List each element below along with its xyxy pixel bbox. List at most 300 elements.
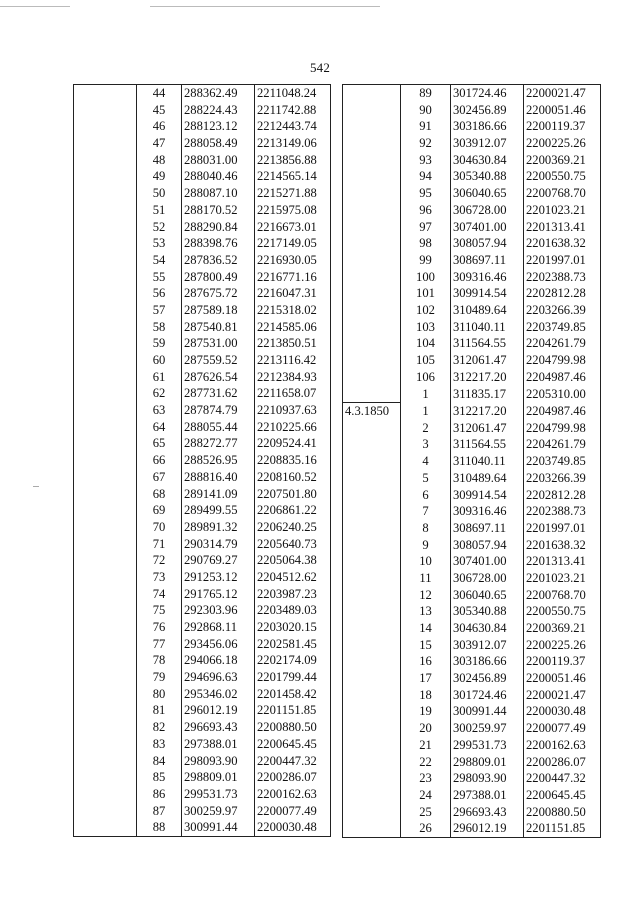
section-cell: [343, 737, 401, 754]
point-number-cell: 46: [137, 118, 182, 135]
point-number-cell: 71: [137, 536, 182, 553]
y-coordinate-cell: 2203489.03: [255, 602, 331, 619]
x-coordinate-cell: 288526.95: [182, 452, 255, 469]
section-cell: [74, 719, 137, 736]
point-number-cell: 65: [137, 435, 182, 452]
table-row: [74, 335, 331, 352]
table-row: [74, 219, 331, 236]
table-row: [343, 269, 601, 286]
y-coordinate-cell: 2200077.49: [255, 803, 331, 820]
x-coordinate-cell: 305340.88: [451, 603, 524, 620]
point-number-cell: 96: [401, 202, 451, 219]
point-number-cell: 92: [401, 135, 451, 152]
point-number-cell: 47: [137, 135, 182, 152]
x-coordinate-cell: 299531.73: [451, 737, 524, 754]
y-coordinate-cell: 2213850.51: [255, 335, 331, 352]
table-row: [343, 553, 601, 570]
y-coordinate-cell: 2203266.39: [524, 302, 601, 319]
point-number-cell: 52: [137, 219, 182, 236]
x-coordinate-cell: 297388.01: [451, 787, 524, 804]
table-row: [74, 102, 331, 119]
y-coordinate-cell: 2216930.05: [255, 252, 331, 269]
x-coordinate-cell: 290769.27: [182, 552, 255, 569]
top-rule-left: [0, 6, 70, 7]
point-number-cell: 1: [401, 403, 451, 420]
point-number-cell: 21: [401, 737, 451, 754]
page-number: 542: [309, 60, 331, 75]
y-coordinate-cell: 2200119.37: [524, 118, 601, 135]
table-row: [74, 719, 331, 736]
y-coordinate-cell: 2215271.88: [255, 185, 331, 202]
section-cell: [343, 787, 401, 804]
y-coordinate-cell: 2204799.98: [524, 352, 601, 369]
table-row: [74, 469, 331, 486]
point-number-cell: 89: [401, 85, 451, 102]
y-coordinate-cell: 2204261.79: [524, 335, 601, 352]
x-coordinate-cell: 288272.77: [182, 435, 255, 452]
point-number-cell: 72: [137, 552, 182, 569]
point-number-cell: 14: [401, 620, 451, 637]
section-cell: [74, 419, 137, 436]
table-row: [343, 804, 601, 821]
y-coordinate-cell: 2201799.44: [255, 669, 331, 686]
table-row: [74, 819, 331, 836]
section-cell: [74, 552, 137, 569]
section-cell: [343, 653, 401, 670]
point-number-cell: 73: [137, 569, 182, 586]
section-cell: [74, 352, 137, 369]
table-row: [74, 803, 331, 820]
section-cell: [74, 786, 137, 803]
point-number-cell: 4: [401, 453, 451, 470]
section-cell: [343, 352, 401, 369]
x-coordinate-cell: 288040.46: [182, 168, 255, 185]
section-cell: [74, 369, 137, 386]
point-number-cell: 74: [137, 586, 182, 603]
y-coordinate-cell: 2200447.32: [524, 770, 601, 787]
point-number-cell: 51: [137, 202, 182, 219]
point-number-cell: 45: [137, 102, 182, 119]
point-number-cell: 22: [401, 754, 451, 771]
point-number-cell: 85: [137, 769, 182, 786]
section-cell: [343, 219, 401, 236]
point-number-cell: 97: [401, 219, 451, 236]
section-cell: [343, 503, 401, 520]
x-coordinate-cell: 287836.52: [182, 252, 255, 269]
table-row: [74, 786, 331, 803]
point-number-cell: 1: [401, 385, 451, 402]
x-coordinate-cell: 288123.12: [182, 118, 255, 135]
point-number-cell: 64: [137, 419, 182, 436]
section-cell: [343, 703, 401, 720]
point-number-cell: 20: [401, 720, 451, 737]
table-row: [74, 252, 331, 269]
section-cell: [74, 686, 137, 703]
y-coordinate-cell: 2200447.32: [255, 753, 331, 770]
y-coordinate-cell: 2209524.41: [255, 435, 331, 452]
table-row: [74, 402, 331, 419]
y-coordinate-cell: 2202174.09: [255, 652, 331, 669]
y-coordinate-cell: 2205064.38: [255, 552, 331, 569]
table-row: [74, 168, 331, 185]
section-cell: [343, 754, 401, 771]
point-number-cell: 101: [401, 285, 451, 302]
table-row: [343, 754, 601, 771]
point-number-cell: 75: [137, 602, 182, 619]
x-coordinate-cell: 309914.54: [451, 285, 524, 302]
y-coordinate-cell: 2210937.63: [255, 402, 331, 419]
section-cell: [343, 269, 401, 286]
x-coordinate-cell: 292303.96: [182, 602, 255, 619]
section-cell: [343, 85, 401, 102]
y-coordinate-cell: 2200768.70: [524, 587, 601, 604]
point-number-cell: 66: [137, 452, 182, 469]
x-coordinate-cell: 304630.84: [451, 620, 524, 637]
y-coordinate-cell: 2200162.63: [255, 786, 331, 803]
table-row: [343, 335, 601, 352]
point-number-cell: 84: [137, 753, 182, 770]
x-coordinate-cell: 287626.54: [182, 369, 255, 386]
x-coordinate-cell: 289141.09: [182, 486, 255, 503]
y-coordinate-cell: 2203266.39: [524, 470, 601, 487]
y-coordinate-cell: 2204799.98: [524, 420, 601, 437]
y-coordinate-cell: 2205640.73: [255, 536, 331, 553]
point-number-cell: 104: [401, 335, 451, 352]
table-row: [74, 185, 331, 202]
x-coordinate-cell: 288170.52: [182, 202, 255, 219]
y-coordinate-cell: 2201997.01: [524, 520, 601, 537]
table-row: [343, 369, 601, 386]
section-cell: [74, 669, 137, 686]
section-cell: [74, 118, 137, 135]
section-cell: [343, 670, 401, 687]
x-coordinate-cell: 293456.06: [182, 636, 255, 653]
point-number-cell: 105: [401, 352, 451, 369]
table-row: [343, 168, 601, 185]
x-coordinate-cell: 303912.07: [451, 637, 524, 654]
x-coordinate-cell: 301724.46: [451, 687, 524, 704]
y-coordinate-cell: 2204512.62: [255, 569, 331, 586]
y-coordinate-cell: 2202812.28: [524, 285, 601, 302]
section-cell: [74, 385, 137, 402]
section-cell: [74, 586, 137, 603]
y-coordinate-cell: 2213116.42: [255, 352, 331, 369]
point-number-cell: 60: [137, 352, 182, 369]
section-cell: [74, 569, 137, 586]
x-coordinate-cell: 309316.46: [451, 269, 524, 286]
section-cell: [74, 769, 137, 786]
margin-mark: [33, 486, 39, 487]
table-row: [343, 637, 601, 654]
x-coordinate-cell: 287874.79: [182, 402, 255, 419]
table-row: [343, 420, 601, 437]
y-coordinate-cell: 2202812.28: [524, 487, 601, 504]
section-cell: [74, 168, 137, 185]
point-number-cell: 6: [401, 487, 451, 504]
section-cell: [74, 402, 137, 419]
table-row: [343, 185, 601, 202]
x-coordinate-cell: 306728.00: [451, 202, 524, 219]
y-coordinate-cell: 2204261.79: [524, 436, 601, 453]
table-row: [343, 820, 601, 837]
section-cell: [74, 202, 137, 219]
x-coordinate-cell: 311835.17: [451, 385, 524, 402]
point-number-cell: 68: [137, 486, 182, 503]
x-coordinate-cell: 289891.32: [182, 519, 255, 536]
y-coordinate-cell: 2200880.50: [255, 719, 331, 736]
x-coordinate-cell: 298809.01: [182, 769, 255, 786]
y-coordinate-cell: 2201023.21: [524, 570, 601, 587]
x-coordinate-cell: 308057.94: [451, 235, 524, 252]
table-row: [343, 319, 601, 336]
point-number-cell: 99: [401, 252, 451, 269]
y-coordinate-cell: 2200768.70: [524, 185, 601, 202]
section-cell: [74, 519, 137, 536]
point-number-cell: 83: [137, 736, 182, 753]
table-row: [343, 470, 601, 487]
x-coordinate-cell: 288055.44: [182, 419, 255, 436]
section-cell: [343, 285, 401, 302]
y-coordinate-cell: 2200550.75: [524, 168, 601, 185]
section-cell: [74, 736, 137, 753]
y-coordinate-cell: 2210225.66: [255, 419, 331, 436]
x-coordinate-cell: 290314.79: [182, 536, 255, 553]
y-coordinate-cell: 2213149.06: [255, 135, 331, 152]
x-coordinate-cell: 288087.10: [182, 185, 255, 202]
x-coordinate-cell: 311040.11: [451, 319, 524, 336]
y-coordinate-cell: 2200645.45: [524, 787, 601, 804]
table-row: [74, 118, 331, 135]
section-cell: [74, 652, 137, 669]
y-coordinate-cell: 2200030.48: [524, 703, 601, 720]
y-coordinate-cell: 2206861.22: [255, 502, 331, 519]
x-coordinate-cell: 287675.72: [182, 285, 255, 302]
point-number-cell: 3: [401, 436, 451, 453]
y-coordinate-cell: 2212443.74: [255, 118, 331, 135]
x-coordinate-cell: 305340.88: [451, 168, 524, 185]
y-coordinate-cell: 2200051.46: [524, 102, 601, 119]
x-coordinate-cell: 303912.07: [451, 135, 524, 152]
table-row: [343, 570, 601, 587]
section-cell: [74, 702, 137, 719]
y-coordinate-cell: 2204987.46: [524, 403, 601, 420]
y-coordinate-cell: 2204987.46: [524, 369, 601, 386]
x-coordinate-cell: 292868.11: [182, 619, 255, 636]
table-row: [74, 419, 331, 436]
x-coordinate-cell: 296012.19: [182, 702, 255, 719]
point-number-cell: 63: [137, 402, 182, 419]
table-row: [343, 85, 601, 102]
point-number-cell: 44: [137, 85, 182, 102]
point-number-cell: 13: [401, 603, 451, 620]
x-coordinate-cell: 288031.00: [182, 152, 255, 169]
section-cell: [74, 636, 137, 653]
table-row: [74, 702, 331, 719]
table-row: [343, 219, 601, 236]
x-coordinate-cell: 288290.84: [182, 219, 255, 236]
x-coordinate-cell: 288816.40: [182, 469, 255, 486]
table-row: [343, 687, 601, 704]
x-coordinate-cell: 304630.84: [451, 152, 524, 169]
point-number-cell: 102: [401, 302, 451, 319]
y-coordinate-cell: 2203020.15: [255, 619, 331, 636]
y-coordinate-cell: 2211658.07: [255, 385, 331, 402]
table-row: [343, 520, 601, 537]
section-cell: [343, 520, 401, 537]
section-cell: [74, 502, 137, 519]
table-row: [74, 352, 331, 369]
section-cell: [343, 335, 401, 352]
y-coordinate-cell: 2200077.49: [524, 720, 601, 737]
table-row: [74, 519, 331, 536]
y-coordinate-cell: 2201638.32: [524, 235, 601, 252]
y-coordinate-cell: 2202581.45: [255, 636, 331, 653]
y-coordinate-cell: 2215318.02: [255, 302, 331, 319]
table-row: [343, 537, 601, 554]
y-coordinate-cell: 2201997.01: [524, 252, 601, 269]
x-coordinate-cell: 294696.63: [182, 669, 255, 686]
point-number-cell: 24: [401, 787, 451, 804]
x-coordinate-cell: 311564.55: [451, 335, 524, 352]
table-row: [343, 453, 601, 470]
table-row: [343, 787, 601, 804]
point-number-cell: 17: [401, 670, 451, 687]
section-cell: [343, 202, 401, 219]
y-coordinate-cell: 2206240.25: [255, 519, 331, 536]
y-coordinate-cell: 2208835.16: [255, 452, 331, 469]
point-number-cell: 26: [401, 820, 451, 837]
point-number-cell: 19: [401, 703, 451, 720]
section-cell: [74, 235, 137, 252]
x-coordinate-cell: 310489.64: [451, 470, 524, 487]
table-row: [343, 770, 601, 787]
section-cell: [343, 687, 401, 704]
table-row: [343, 102, 601, 119]
x-coordinate-cell: 308697.11: [451, 520, 524, 537]
y-coordinate-cell: 2200051.46: [524, 670, 601, 687]
y-coordinate-cell: 2216673.01: [255, 219, 331, 236]
y-coordinate-cell: 2203749.85: [524, 453, 601, 470]
section-cell: [343, 453, 401, 470]
section-cell: [343, 620, 401, 637]
point-number-cell: 10: [401, 553, 451, 570]
section-cell: [343, 185, 401, 202]
section-cell: [343, 570, 401, 587]
y-coordinate-cell: 2200162.63: [524, 737, 601, 754]
x-coordinate-cell: 288362.49: [182, 85, 255, 102]
point-number-cell: 59: [137, 335, 182, 352]
section-cell: [74, 753, 137, 770]
table-row: [343, 670, 601, 687]
section-cell: [343, 252, 401, 269]
y-coordinate-cell: 2203987.23: [255, 586, 331, 603]
section-cell: [74, 102, 137, 119]
table-row: [74, 269, 331, 286]
x-coordinate-cell: 287731.62: [182, 385, 255, 402]
x-coordinate-cell: 288058.49: [182, 135, 255, 152]
y-coordinate-cell: 2200369.21: [524, 152, 601, 169]
point-number-cell: 16: [401, 653, 451, 670]
section-cell: [343, 820, 401, 837]
section-cell: [343, 235, 401, 252]
table-row: [343, 487, 601, 504]
point-number-cell: 86: [137, 786, 182, 803]
point-number-cell: 2: [401, 420, 451, 437]
table-row: [343, 118, 601, 135]
section-cell: [343, 537, 401, 554]
x-coordinate-cell: 307401.00: [451, 553, 524, 570]
x-coordinate-cell: 287540.81: [182, 319, 255, 336]
y-coordinate-cell: 2200021.47: [524, 85, 601, 102]
y-coordinate-cell: 2217149.05: [255, 235, 331, 252]
x-coordinate-cell: 287800.49: [182, 269, 255, 286]
y-coordinate-cell: 2201458.42: [255, 686, 331, 703]
table-row: [74, 586, 331, 603]
table-row: [74, 652, 331, 669]
table-row: [343, 235, 601, 252]
table-row: [74, 502, 331, 519]
point-number-cell: 100: [401, 269, 451, 286]
y-coordinate-cell: 2201638.32: [524, 537, 601, 554]
section-cell: [74, 219, 137, 236]
y-coordinate-cell: 2200021.47: [524, 687, 601, 704]
section-cell: [74, 435, 137, 452]
x-coordinate-cell: 291765.12: [182, 586, 255, 603]
table-row: [343, 202, 601, 219]
x-coordinate-cell: 297388.01: [182, 736, 255, 753]
x-coordinate-cell: 298093.90: [451, 770, 524, 787]
x-coordinate-cell: 288398.76: [182, 235, 255, 252]
x-coordinate-cell: 309316.46: [451, 503, 524, 520]
coordinates-table-right: [342, 84, 601, 838]
section-cell: [74, 819, 137, 836]
x-coordinate-cell: 306728.00: [451, 570, 524, 587]
table-row: [343, 403, 601, 420]
x-coordinate-cell: 301724.46: [451, 85, 524, 102]
y-coordinate-cell: 2214565.14: [255, 168, 331, 185]
x-coordinate-cell: 300991.44: [451, 703, 524, 720]
x-coordinate-cell: 311040.11: [451, 453, 524, 470]
table-row: [74, 319, 331, 336]
point-number-cell: 57: [137, 302, 182, 319]
table-row: [74, 235, 331, 252]
y-coordinate-cell: 2207501.80: [255, 486, 331, 503]
section-cell: [343, 168, 401, 185]
x-coordinate-cell: 287559.52: [182, 352, 255, 369]
x-coordinate-cell: 306040.65: [451, 587, 524, 604]
y-coordinate-cell: 2212384.93: [255, 369, 331, 386]
y-coordinate-cell: 2201151.85: [255, 702, 331, 719]
section-cell: [74, 452, 137, 469]
section-cell: [74, 619, 137, 636]
point-number-cell: 91: [401, 118, 451, 135]
section-cell: [74, 335, 137, 352]
y-coordinate-cell: 2214585.06: [255, 319, 331, 336]
point-number-cell: 9: [401, 537, 451, 554]
point-number-cell: 87: [137, 803, 182, 820]
point-number-cell: 79: [137, 669, 182, 686]
point-number-cell: 81: [137, 702, 182, 719]
point-number-cell: 69: [137, 502, 182, 519]
y-coordinate-cell: 2201313.41: [524, 219, 601, 236]
point-number-cell: 55: [137, 269, 182, 286]
table-row: [74, 85, 331, 102]
x-coordinate-cell: 306040.65: [451, 185, 524, 202]
y-coordinate-cell: 2200225.26: [524, 637, 601, 654]
x-coordinate-cell: 296693.43: [182, 719, 255, 736]
table-row: [74, 602, 331, 619]
table-row: [74, 569, 331, 586]
